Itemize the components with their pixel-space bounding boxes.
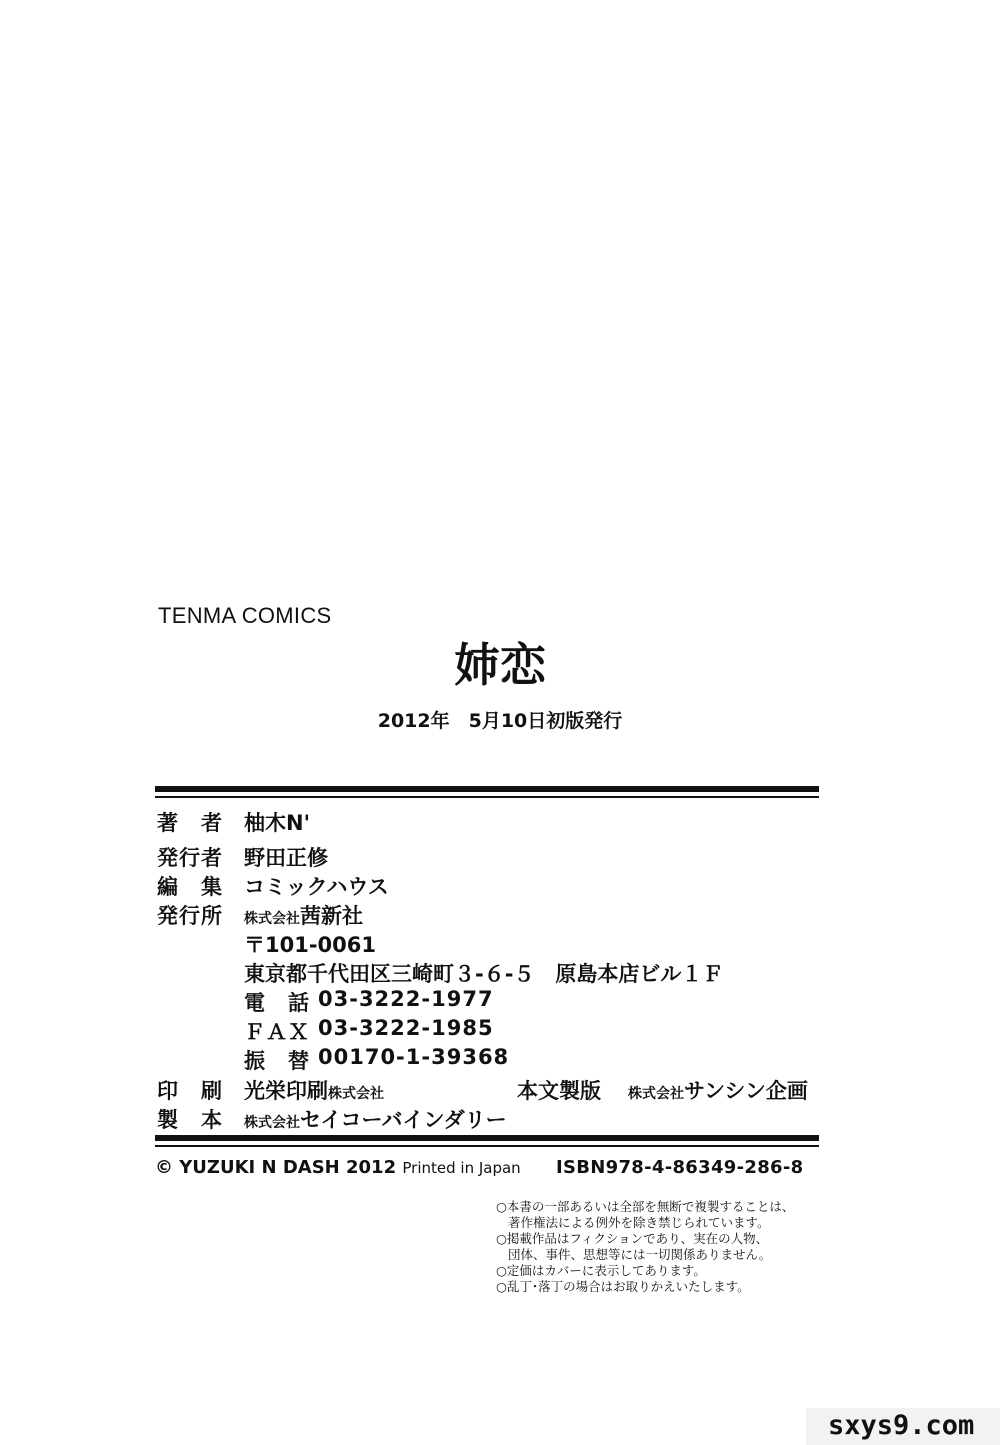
printer-name: 光栄印刷: [244, 1079, 328, 1103]
copyright-line: [155, 1157, 521, 1178]
binding-name: セイコーバインダリー: [300, 1108, 507, 1132]
plate-label: 本文製版: [517, 1079, 601, 1103]
fax-number: 03-3222-1985: [318, 1016, 494, 1040]
copyright-text: © YUZUKI N DASH 2012: [155, 1157, 397, 1178]
plate-company: [628, 1075, 808, 1105]
note-line: ○定価はカバーに表示してあります。: [496, 1263, 706, 1278]
isbn: ISBN978-4-86349-286-8: [556, 1157, 804, 1178]
binding-label: 製 本: [157, 1108, 223, 1132]
transfer-number: 00170-1-39368: [318, 1045, 510, 1069]
author-name: 柚木N': [244, 811, 311, 835]
note-line: ○掲載作品はフィクションであり、実在の人物、: [496, 1231, 769, 1246]
fax-label: ＦＡＸ: [244, 1020, 310, 1044]
series-name: TENMA COMICS: [158, 603, 332, 628]
bottom-rule-thick: [155, 1135, 819, 1141]
editor-label: 編 集: [157, 875, 223, 899]
address: 東京都千代田区三崎町３-６-５ 原島本店ビル１Ｆ: [244, 962, 724, 986]
postal-code: 〒101-0061: [244, 933, 376, 957]
binding-company: [244, 1104, 507, 1134]
book-title: 姉恋: [454, 638, 546, 692]
printed-in: Printed in Japan: [402, 1159, 521, 1177]
tel-number: 03-3222-1977: [318, 987, 494, 1011]
house-name: 茜新社: [300, 904, 363, 928]
watermark: sxys9.com: [828, 1410, 975, 1441]
house-company: [244, 900, 363, 930]
tel-label: 電 話: [244, 991, 310, 1015]
note-line: ○本書の一部あるいは全部を無断で複製することは、: [496, 1199, 795, 1214]
transfer-label: 振 替: [244, 1049, 310, 1073]
legal-notes: [496, 1199, 794, 1295]
note-line: 著作権法による例外を除き禁じられています。: [508, 1215, 770, 1230]
printer-company: [244, 1075, 384, 1105]
author-label: 著 者: [157, 811, 223, 835]
house-label: 発行所: [157, 904, 223, 928]
publisher-name: 野田正修: [244, 846, 328, 870]
note-line: ○乱丁･落丁の場合はお取りかえいたします。: [496, 1279, 750, 1294]
top-rule-thick: [155, 786, 819, 792]
top-rule-thin: [155, 796, 819, 798]
edition-date: 2012年 5月10日初版発行: [377, 710, 623, 732]
editor-name: コミックハウス: [244, 875, 389, 899]
plate-prefix: 株式会社: [628, 1086, 684, 1102]
house-prefix: 株式会社: [244, 911, 300, 927]
publisher-label: 発行者: [157, 846, 223, 870]
print-label: 印 刷: [157, 1079, 223, 1103]
binding-prefix: 株式会社: [244, 1115, 300, 1131]
plate-name: サンシン企画: [684, 1079, 808, 1103]
printer-suffix: 株式会社: [328, 1086, 384, 1102]
bottom-rule-thin: [155, 1145, 819, 1147]
note-line: 団体、事件、思想等には一切関係ありません。: [508, 1247, 772, 1262]
